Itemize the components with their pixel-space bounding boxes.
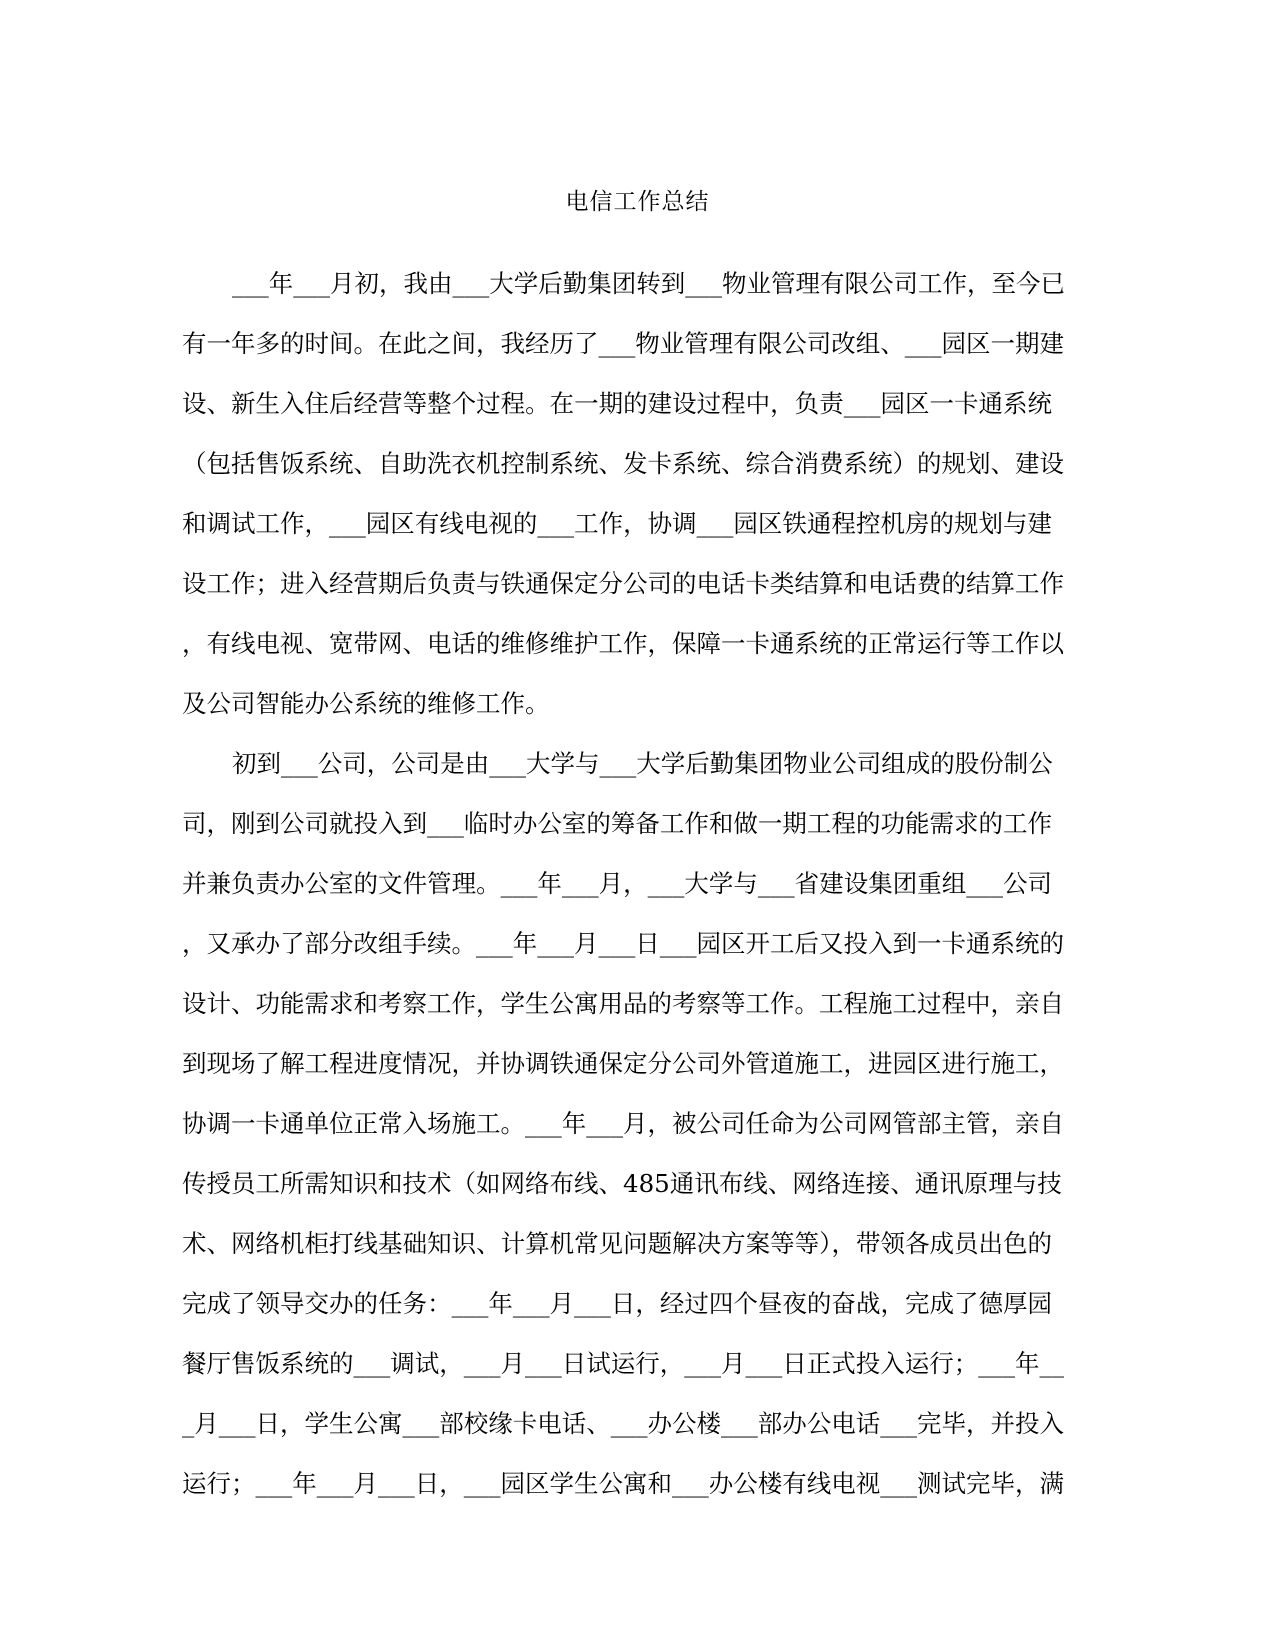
text-line: 传授员工所需知识和技术（如网络布线、485通讯布线、网络连接、通讯原理与技 [182,1169,1062,1198]
text-line: 到现场了解工程进度情况，并协调铁通保定分公司外管道施工，进园区进行施工， [182,1049,1064,1078]
text-line: 术、网络机柜打线基础知识、计算机常见问题解决方案等等），带领各成员出色的 [182,1229,1052,1258]
text-line: 餐厅售饭系统的___调试，___月___日试运行，___月___日正式投入运行；___年__ [182,1349,1064,1378]
text-line: ___年___月初，我由___大学后勤集团转到___物业管理有限公司工作，至今已 [232,269,1065,298]
text-line: _月___日，学生公寓___部校缘卡电话、___办公楼___部办公电话___完毕，并投入 [182,1409,1064,1438]
text-line: 司，刚到公司就投入到___临时办公室的筹备工作和做一期工程的功能需求的工作 [182,809,1052,838]
text-line: 设工作；进入经营期后负责与铁通保定分公司的电话卡类结算和电话费的结算工作 [182,569,1064,598]
document-body [182,254,1065,1514]
text-line: 有一年多的时间。在此之间，我经历了___物业管理有限公司改组、___园区一期建 [182,329,1064,358]
text-line: 并兼负责办公室的文件管理。___年___月，___大学与___省建设集团重组___公司 [182,869,1052,898]
text-line: 运行；___年___月___日，___园区学生公寓和___办公楼有线电视___测试完毕，满 [182,1469,1064,1498]
text-line: 协调一卡通单位正常入场施工。___年___月，被公司任命为公司网管部主管，亲自 [182,1109,1064,1138]
text-line: 及公司智能办公系统的维修工作。 [182,689,550,718]
text-line: 和调试工作，___园区有线电视的___工作，协调___园区铁通程控机房的规划与建 [182,509,1052,538]
text-line: ，有线电视、宽带网、电话的维修维护工作，保障一卡通系统的正常运行等工作以 [182,629,1064,658]
text-line: 初到___公司，公司是由___大学与___大学后勤集团物业公司组成的股份制公 [232,749,1053,778]
text-line: （包括售饭系统、自助洗衣机控制系统、发卡系统、综合消费系统）的规划、建设 [182,449,1064,478]
text-line: 设计、功能需求和考察工作，学生公寓用品的考察等工作。工程施工过程中，亲自 [182,989,1064,1018]
text-line: 完成了领导交办的任务：___年___月___日，经过四个昼夜的奋战，完成了德厚园 [182,1289,1052,1318]
text-line: ，又承办了部分改组手续。___年___月___日___园区开工后又投入到一卡通系统的 [182,929,1064,958]
text-line: 设、新生入住后经营等整个过程。在一期的建设过程中，负责___园区一卡通系统 [182,389,1052,418]
document-title: 电信工作总结 [565,189,710,215]
